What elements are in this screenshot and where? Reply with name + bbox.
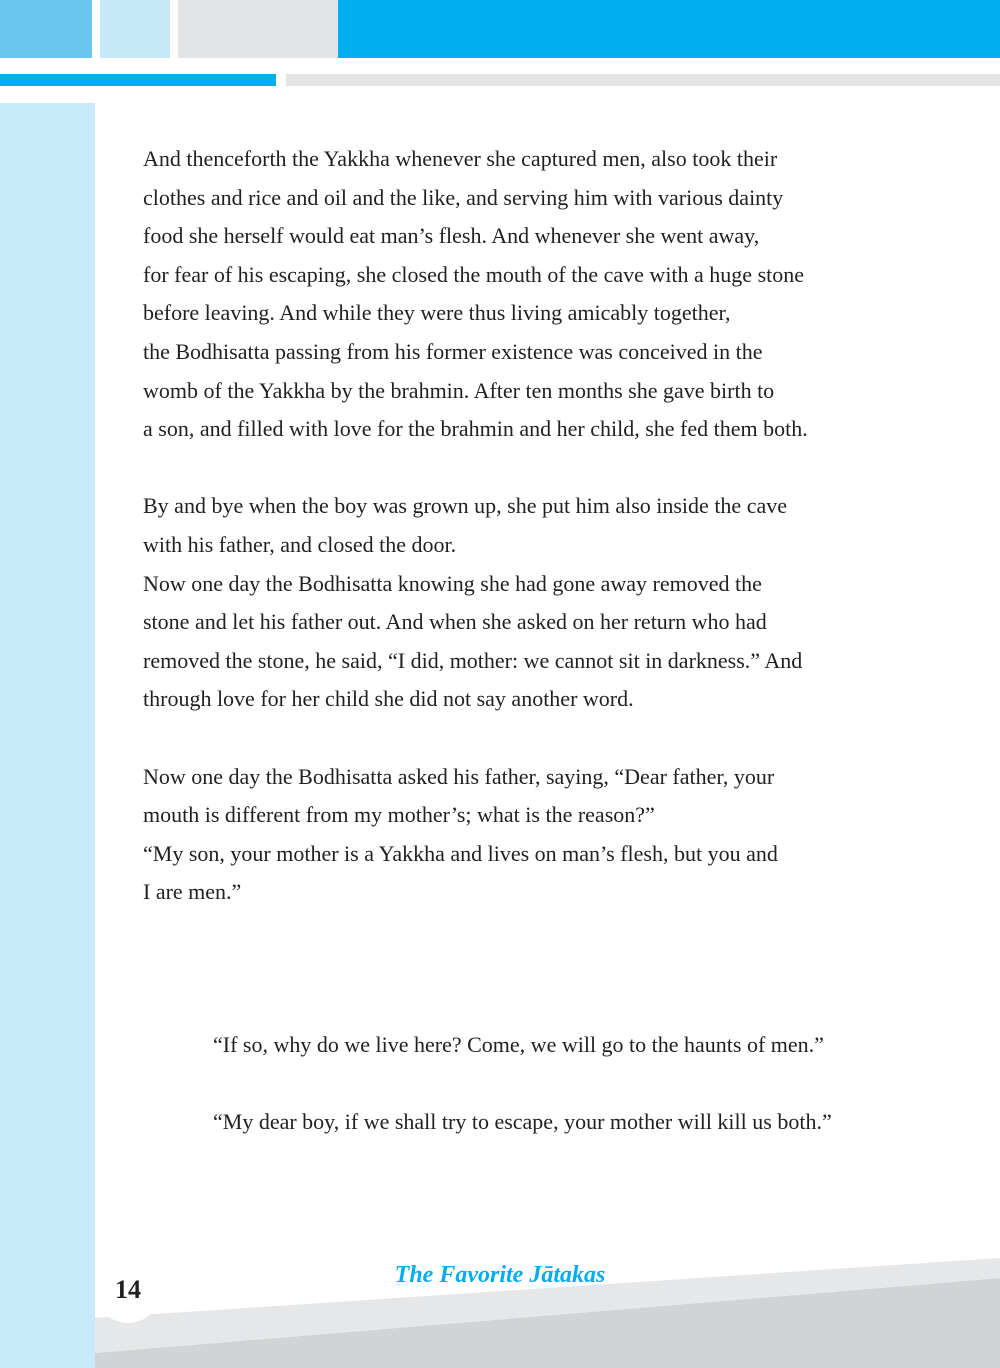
text-line: “My son, your mother is a Yakkha and lives on man’s flesh, but you and xyxy=(143,840,778,866)
header-block-grey xyxy=(178,0,338,58)
quote-1: “If so, why do we live here? Come, we will go to the haunts of men.” xyxy=(213,1032,824,1057)
quote-2: “My dear boy, if we shall try to escape, your mother will kill us both.” xyxy=(213,1109,832,1134)
text-line: food she herself would eat man’s flesh. And whenever she went away, xyxy=(143,223,760,249)
header-rule-blue xyxy=(0,74,276,86)
text-line: removed the stone, he said, “I did, mother: we cannot sit in darkness.” And xyxy=(143,647,803,673)
text-line: with his father, and closed the door. xyxy=(143,531,457,557)
page-number: 14 xyxy=(115,1275,141,1304)
text-line: stone and let his father out. And when she asked on her return who had xyxy=(143,609,767,635)
paragraph-3 xyxy=(143,758,856,912)
book-title: The Favorite Jātakas xyxy=(394,1262,606,1288)
header-block-blue xyxy=(338,0,1000,58)
text-line: a son, and filled with love for the brahmin and her child, she fed them both. xyxy=(143,416,808,442)
text-line: mouth is different from my mother’s; what is the reason?” xyxy=(143,802,655,828)
text-line: before leaving. And while they were thus living amicably together, xyxy=(143,300,731,326)
header-block-light-blue xyxy=(0,0,92,58)
text-line: Now one day the Bodhisatta knowing she had gone away removed the xyxy=(143,570,762,596)
text-line: By and bye when the boy was grown up, she put him also inside the cave xyxy=(143,493,787,519)
header-block-pale-blue xyxy=(100,0,170,58)
text-line: Now one day the Bodhisatta asked his father, saying, “Dear father, your xyxy=(143,763,775,789)
paragraph-2 xyxy=(143,487,856,719)
text-line: And thenceforth the Yakkha whenever she captured men, also took their xyxy=(143,146,778,171)
paragraph-1 xyxy=(143,140,856,449)
header-rule-grey xyxy=(286,74,1000,86)
left-side-band xyxy=(0,103,95,1368)
text-line: I are men.” xyxy=(143,879,242,905)
text-line: clothes and rice and oil and the like, and serving him with various dainty xyxy=(143,184,784,210)
body-text xyxy=(143,140,856,912)
text-line: the Bodhisatta passing from his former existence was conceived in the xyxy=(143,338,763,364)
text-line: womb of the Yakkha by the brahmin. After ten months she gave birth to xyxy=(143,377,775,403)
text-line: through love for her child she did not say another word. xyxy=(143,686,634,712)
text-line: for fear of his escaping, she closed the mouth of the cave with a huge stone xyxy=(143,261,805,287)
